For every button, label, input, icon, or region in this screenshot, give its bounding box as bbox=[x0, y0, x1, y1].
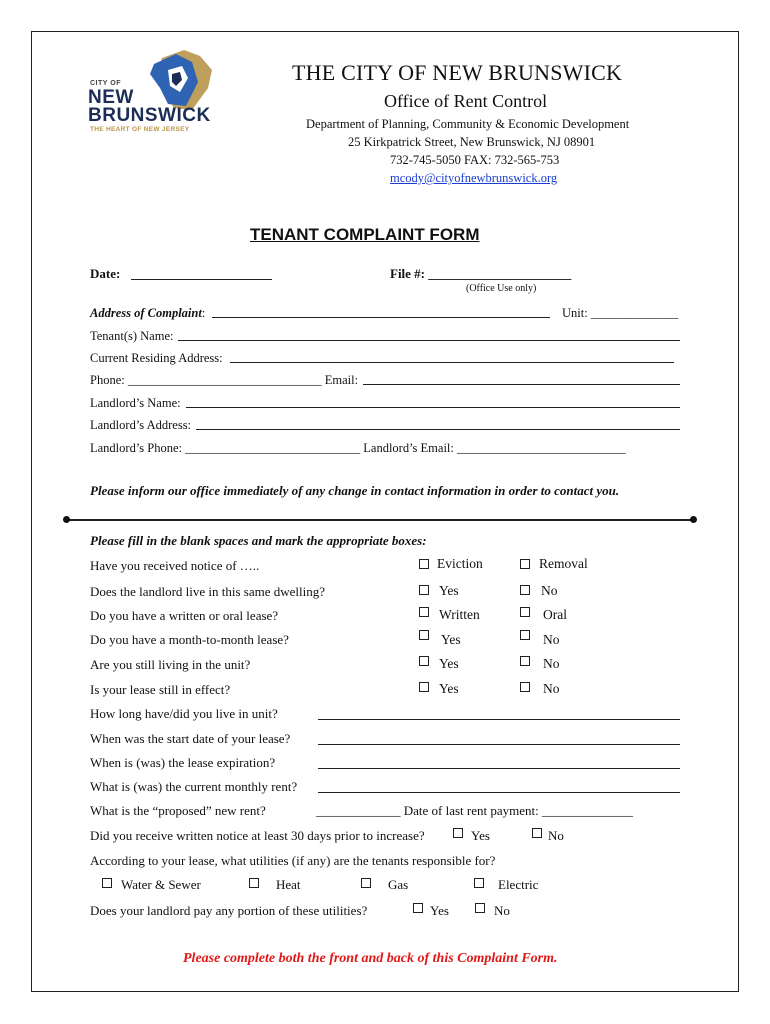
option-oral: Oral bbox=[543, 607, 567, 622]
phone-email-label: Phone: _______________________________ Email: bbox=[90, 373, 359, 387]
option-yes: Yes bbox=[439, 656, 459, 671]
question-lease-expiration: When is (was) the lease expiration? bbox=[90, 755, 276, 770]
tenants-name-label: Tenant(s) Name: bbox=[90, 329, 174, 343]
current-residing-address-field[interactable] bbox=[230, 362, 674, 363]
option-removal: Removal bbox=[539, 556, 588, 571]
utility-water-sewer: Water & Sewer bbox=[121, 877, 201, 892]
option-yes: Yes bbox=[439, 681, 459, 696]
lease-start-date-field[interactable] bbox=[318, 744, 680, 745]
office-subtitle: Office of Rent Control bbox=[384, 91, 548, 111]
utility-heat: Heat bbox=[276, 877, 301, 892]
option-yes: Yes bbox=[441, 632, 461, 647]
checkbox-still-living-yes[interactable] bbox=[419, 656, 429, 666]
landlord-name-label: Landlord’s Name: bbox=[90, 396, 181, 410]
question-proposed-rent: What is the “proposed” new rent? bbox=[90, 803, 266, 818]
logo-tagline: THE HEART OF NEW JERSEY bbox=[90, 126, 190, 133]
divider-right-dot bbox=[690, 516, 697, 523]
checkbox-removal[interactable] bbox=[520, 559, 530, 569]
email-link[interactable]: mcody@cityofnewbrunswick.org bbox=[390, 171, 558, 185]
date-label: Date: bbox=[90, 266, 121, 281]
checkbox-landlord-pays-no[interactable] bbox=[475, 903, 485, 913]
phone-fax-line: 732-745-5050 FAX: 732-565-753 bbox=[390, 153, 560, 167]
option-yes: Yes bbox=[430, 903, 449, 918]
checkbox-lease-effect-yes[interactable] bbox=[419, 682, 429, 692]
checkbox-still-living-no[interactable] bbox=[520, 656, 530, 666]
page-border bbox=[31, 31, 739, 992]
checkbox-gas[interactable] bbox=[361, 878, 371, 888]
landlord-name-field[interactable] bbox=[186, 407, 680, 408]
question-notice-of: Have you received notice of ….. bbox=[90, 558, 260, 573]
question-lease-start-date: When was the start date of your lease? bbox=[90, 731, 291, 746]
landlord-phone-email-label: Landlord’s Phone: ____________________________ Landlord’s Email: ___________________________ bbox=[90, 441, 626, 455]
front-and-back-reminder: Please complete both the front and back of this Complaint Form. bbox=[183, 951, 558, 966]
option-eviction: Eviction bbox=[437, 556, 483, 571]
checkbox-lease-effect-no[interactable] bbox=[520, 682, 530, 692]
checkbox-water-sewer[interactable] bbox=[102, 878, 112, 888]
logo-brunswick: BRUNSWICK bbox=[88, 105, 211, 126]
checkbox-heat[interactable] bbox=[249, 878, 259, 888]
checkbox-month-to-month-no[interactable] bbox=[520, 630, 530, 640]
unit-label: Unit: ______________ bbox=[562, 306, 679, 320]
option-no: No bbox=[543, 681, 560, 696]
utility-electric: Electric bbox=[498, 877, 539, 892]
option-no: No bbox=[543, 632, 560, 647]
option-no: No bbox=[494, 903, 510, 918]
current-residing-address-label: Current Residing Address: bbox=[90, 351, 223, 365]
checkbox-written[interactable] bbox=[419, 607, 429, 617]
logo-new: NEW bbox=[88, 87, 134, 108]
date-field[interactable] bbox=[131, 279, 272, 280]
tenants-name-field[interactable] bbox=[178, 340, 680, 341]
checkbox-landlord-dwelling-yes[interactable] bbox=[419, 585, 429, 595]
fill-instructions: Please fill in the blank spaces and mark the appropriate boxes: bbox=[90, 533, 427, 548]
address-of-complaint-label: Address of Complaint: bbox=[90, 306, 206, 320]
question-utilities-responsible: According to your lease, what utilities (if any) are the tenants responsible for? bbox=[90, 853, 496, 868]
option-no: No bbox=[543, 656, 560, 671]
option-no: No bbox=[541, 583, 558, 598]
question-30-day-notice: Did you receive written notice at least 30 days prior to increase? bbox=[90, 828, 425, 843]
department-line: Department of Planning, Community & Economic Development bbox=[306, 117, 630, 131]
checkbox-month-to-month-yes[interactable] bbox=[419, 630, 429, 640]
logo-city-of: CITY OF bbox=[90, 80, 121, 87]
form-title: TENANT COMPLAINT FORM bbox=[250, 225, 480, 244]
address-line: 25 Kirkpatrick Street, New Brunswick, NJ 08901 bbox=[348, 135, 596, 149]
option-no: No bbox=[548, 828, 564, 843]
question-landlord-pays-utilities: Does your landlord pay any portion of these utilities? bbox=[90, 903, 368, 918]
question-still-living: Are you still living in the unit? bbox=[90, 657, 251, 672]
checkbox-oral[interactable] bbox=[520, 607, 530, 617]
utility-gas: Gas bbox=[388, 877, 409, 892]
proposed-rent-and-last-payment: _____________ Date of last rent payment: ______________ bbox=[316, 803, 634, 818]
file-number-label: File #: ______________________ bbox=[390, 266, 572, 281]
option-yes: Yes bbox=[471, 828, 490, 843]
checkbox-landlord-pays-yes[interactable] bbox=[413, 903, 423, 913]
landlord-address-label: Landlord’s Address: bbox=[90, 418, 192, 432]
contact-change-notice: Please inform our office immediately of any change in contact information in order to contact you. bbox=[90, 483, 620, 498]
option-written: Written bbox=[439, 607, 480, 622]
checkbox-30-day-notice-no[interactable] bbox=[532, 828, 542, 838]
city-title: THE CITY OF NEW BRUNSWICK bbox=[292, 60, 623, 85]
question-how-long: How long have/did you live in unit? bbox=[90, 706, 278, 721]
question-current-rent: What is (was) the current monthly rent? bbox=[90, 779, 298, 794]
divider-left-dot bbox=[63, 516, 70, 523]
address-of-complaint-field[interactable] bbox=[212, 317, 550, 318]
question-lease-in-effect: Is your lease still in effect? bbox=[90, 682, 231, 697]
question-landlord-same-dwelling: Does the landlord live in this same dwelling? bbox=[90, 584, 326, 599]
city-logo bbox=[88, 48, 220, 134]
checkbox-eviction[interactable] bbox=[419, 559, 429, 569]
lease-expiration-field[interactable] bbox=[318, 768, 680, 769]
current-rent-field[interactable] bbox=[318, 792, 680, 793]
checkbox-30-day-notice-yes[interactable] bbox=[453, 828, 463, 838]
section-divider bbox=[66, 519, 694, 521]
email-field[interactable] bbox=[363, 384, 680, 385]
landlord-address-field[interactable] bbox=[196, 429, 680, 430]
question-written-oral-lease: Do you have a written or oral lease? bbox=[90, 608, 279, 623]
office-use-note: (Office Use only) bbox=[466, 283, 537, 294]
option-yes: Yes bbox=[439, 583, 459, 598]
checkbox-landlord-dwelling-no[interactable] bbox=[520, 585, 530, 595]
checkbox-electric[interactable] bbox=[474, 878, 484, 888]
question-month-to-month: Do you have a month-to-month lease? bbox=[90, 632, 289, 647]
how-long-field[interactable] bbox=[318, 719, 680, 720]
